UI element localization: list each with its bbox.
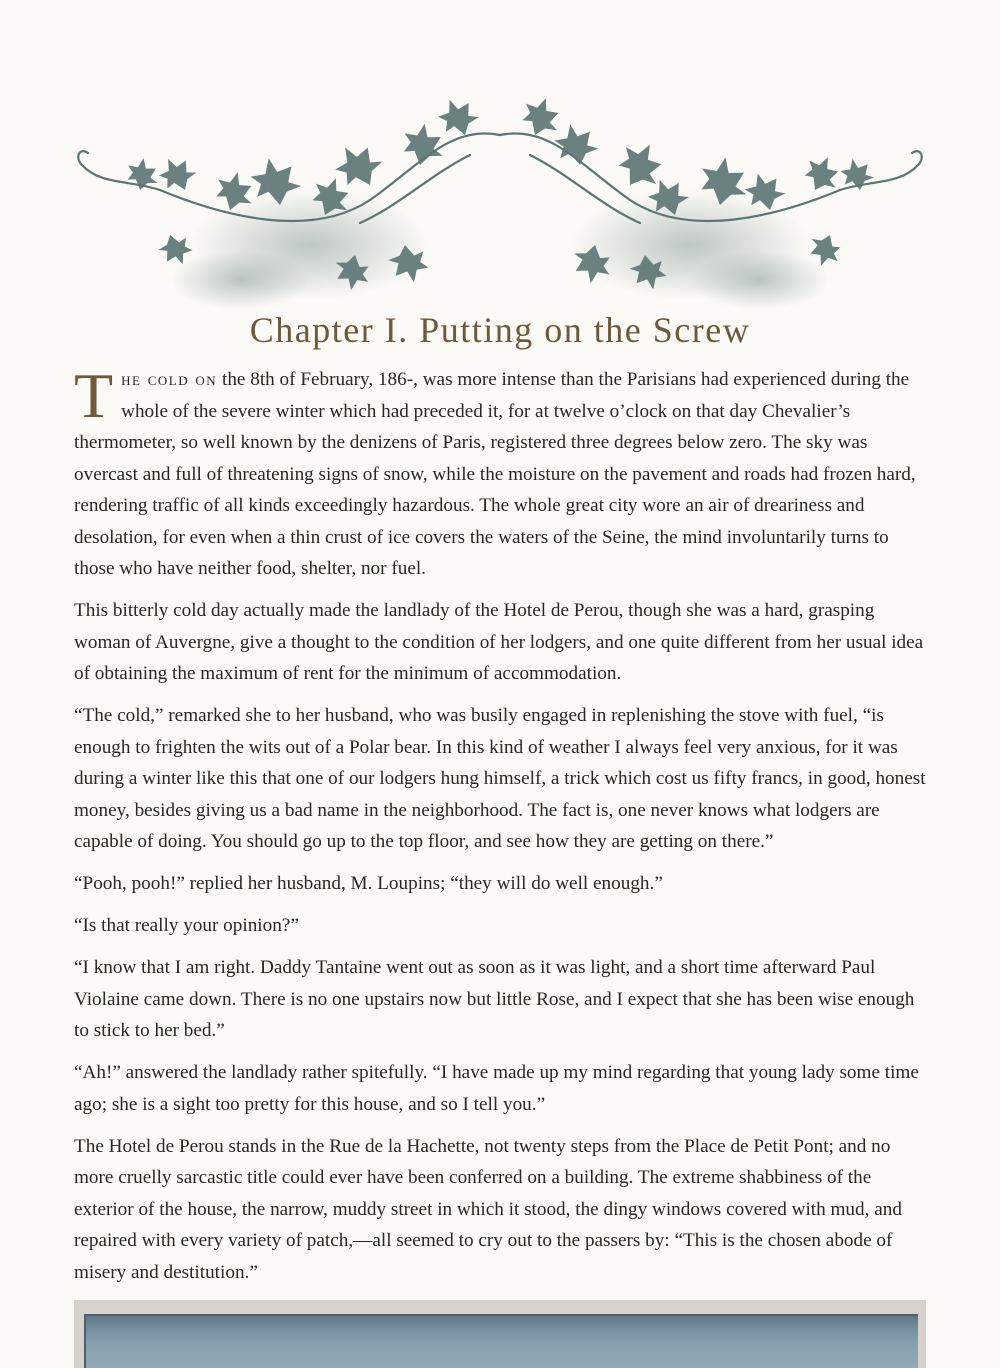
- chapter-title: Chapter I. Putting on the Screw: [249, 310, 751, 350]
- paragraph: This bitterly cold day actually made the landlady of the Hotel de Perou, though she was a hard, grasping woman of Auvergne, give a thought to the condition of her lodgers, and one quite different from her usual idea of obtaining the maximum of rent for the minimum of accommodation.: [74, 600, 924, 684]
- ivy-garland-icon: [70, 95, 930, 315]
- paragraph: “Is that really your opinion?”: [74, 915, 299, 936]
- paragraph: “Ah!” answered the landlady rather spitefully. “I have made up my mind regarding that young lady some time ago; she is a sight too pretty for this house, and so I tell you.”: [74, 1062, 919, 1115]
- opening-paragraph: [74, 360, 930, 585]
- opening-smallcaps: he cold on: [121, 369, 218, 390]
- paragraph: “Pooh, pooh!” replied her husband, M. Loupins; “they will do well enough.”: [74, 873, 663, 894]
- illustration-plate: [74, 1300, 926, 1368]
- paragraph: “The cold,” remarked she to her husband, who was busily engaged in replenishing the stove with fuel, “is enough to frighten the wits out of a Polar bear. In this kind of weather I always feel very anxious, for it was during a winter like this that one of our lodgers hung himself, a trick which cost us fifty francs, in good, honest money, besides giving us a bad name in the neighborhood. The fact is, one never knows what lodgers are capable of doing. You should go up to the top floor, and see how they are getting on there.”: [74, 705, 926, 852]
- illustration-image: [84, 1314, 918, 1368]
- drop-cap: T: [74, 360, 114, 431]
- paragraph: “I know that I am right. Daddy Tantaine went out as soon as it was light, and a short time afterward Paul Violaine came down. There is no one upstairs now but little Rose, and I expect that she has been wise enough to stick to her bed.”: [74, 957, 915, 1041]
- chapter-body: [74, 360, 930, 1299]
- paragraph: The Hotel de Perou stands in the Rue de la Hachette, not twenty steps from the Place de Petit Pont; and no more cruelly sarcastic title could ever have been conferred on a building. The extreme shabbiness of the exterior of the house, the narrow, muddy street in which it stood, the dingy windows covered with mud, and repaired with every variety of patch,—all seemed to cry out to the passers by: “This is the chosen abode of misery and destitution.”: [74, 1135, 902, 1283]
- opening-paragraph-text: the 8th of February, 186-, was more intense than the Parisians had experienced during the whole of the severe winter which had preceded it, for at twelve o’clock on that day Chevalier’s thermometer, so well known by the denizens of Paris, registered three degrees below zero. The sky was overcast and full of threatening signs of snow, while the moisture on the pavement and roads had frozen hard, rendering traffic of all kinds exceedingly hazardous. The whole great city wore an air of dreariness and desolation, for even when a thin crust of ice covers the waters of the Seine, the mind involuntarily turns to those who have neither food, shelter, nor fuel.: [74, 369, 916, 579]
